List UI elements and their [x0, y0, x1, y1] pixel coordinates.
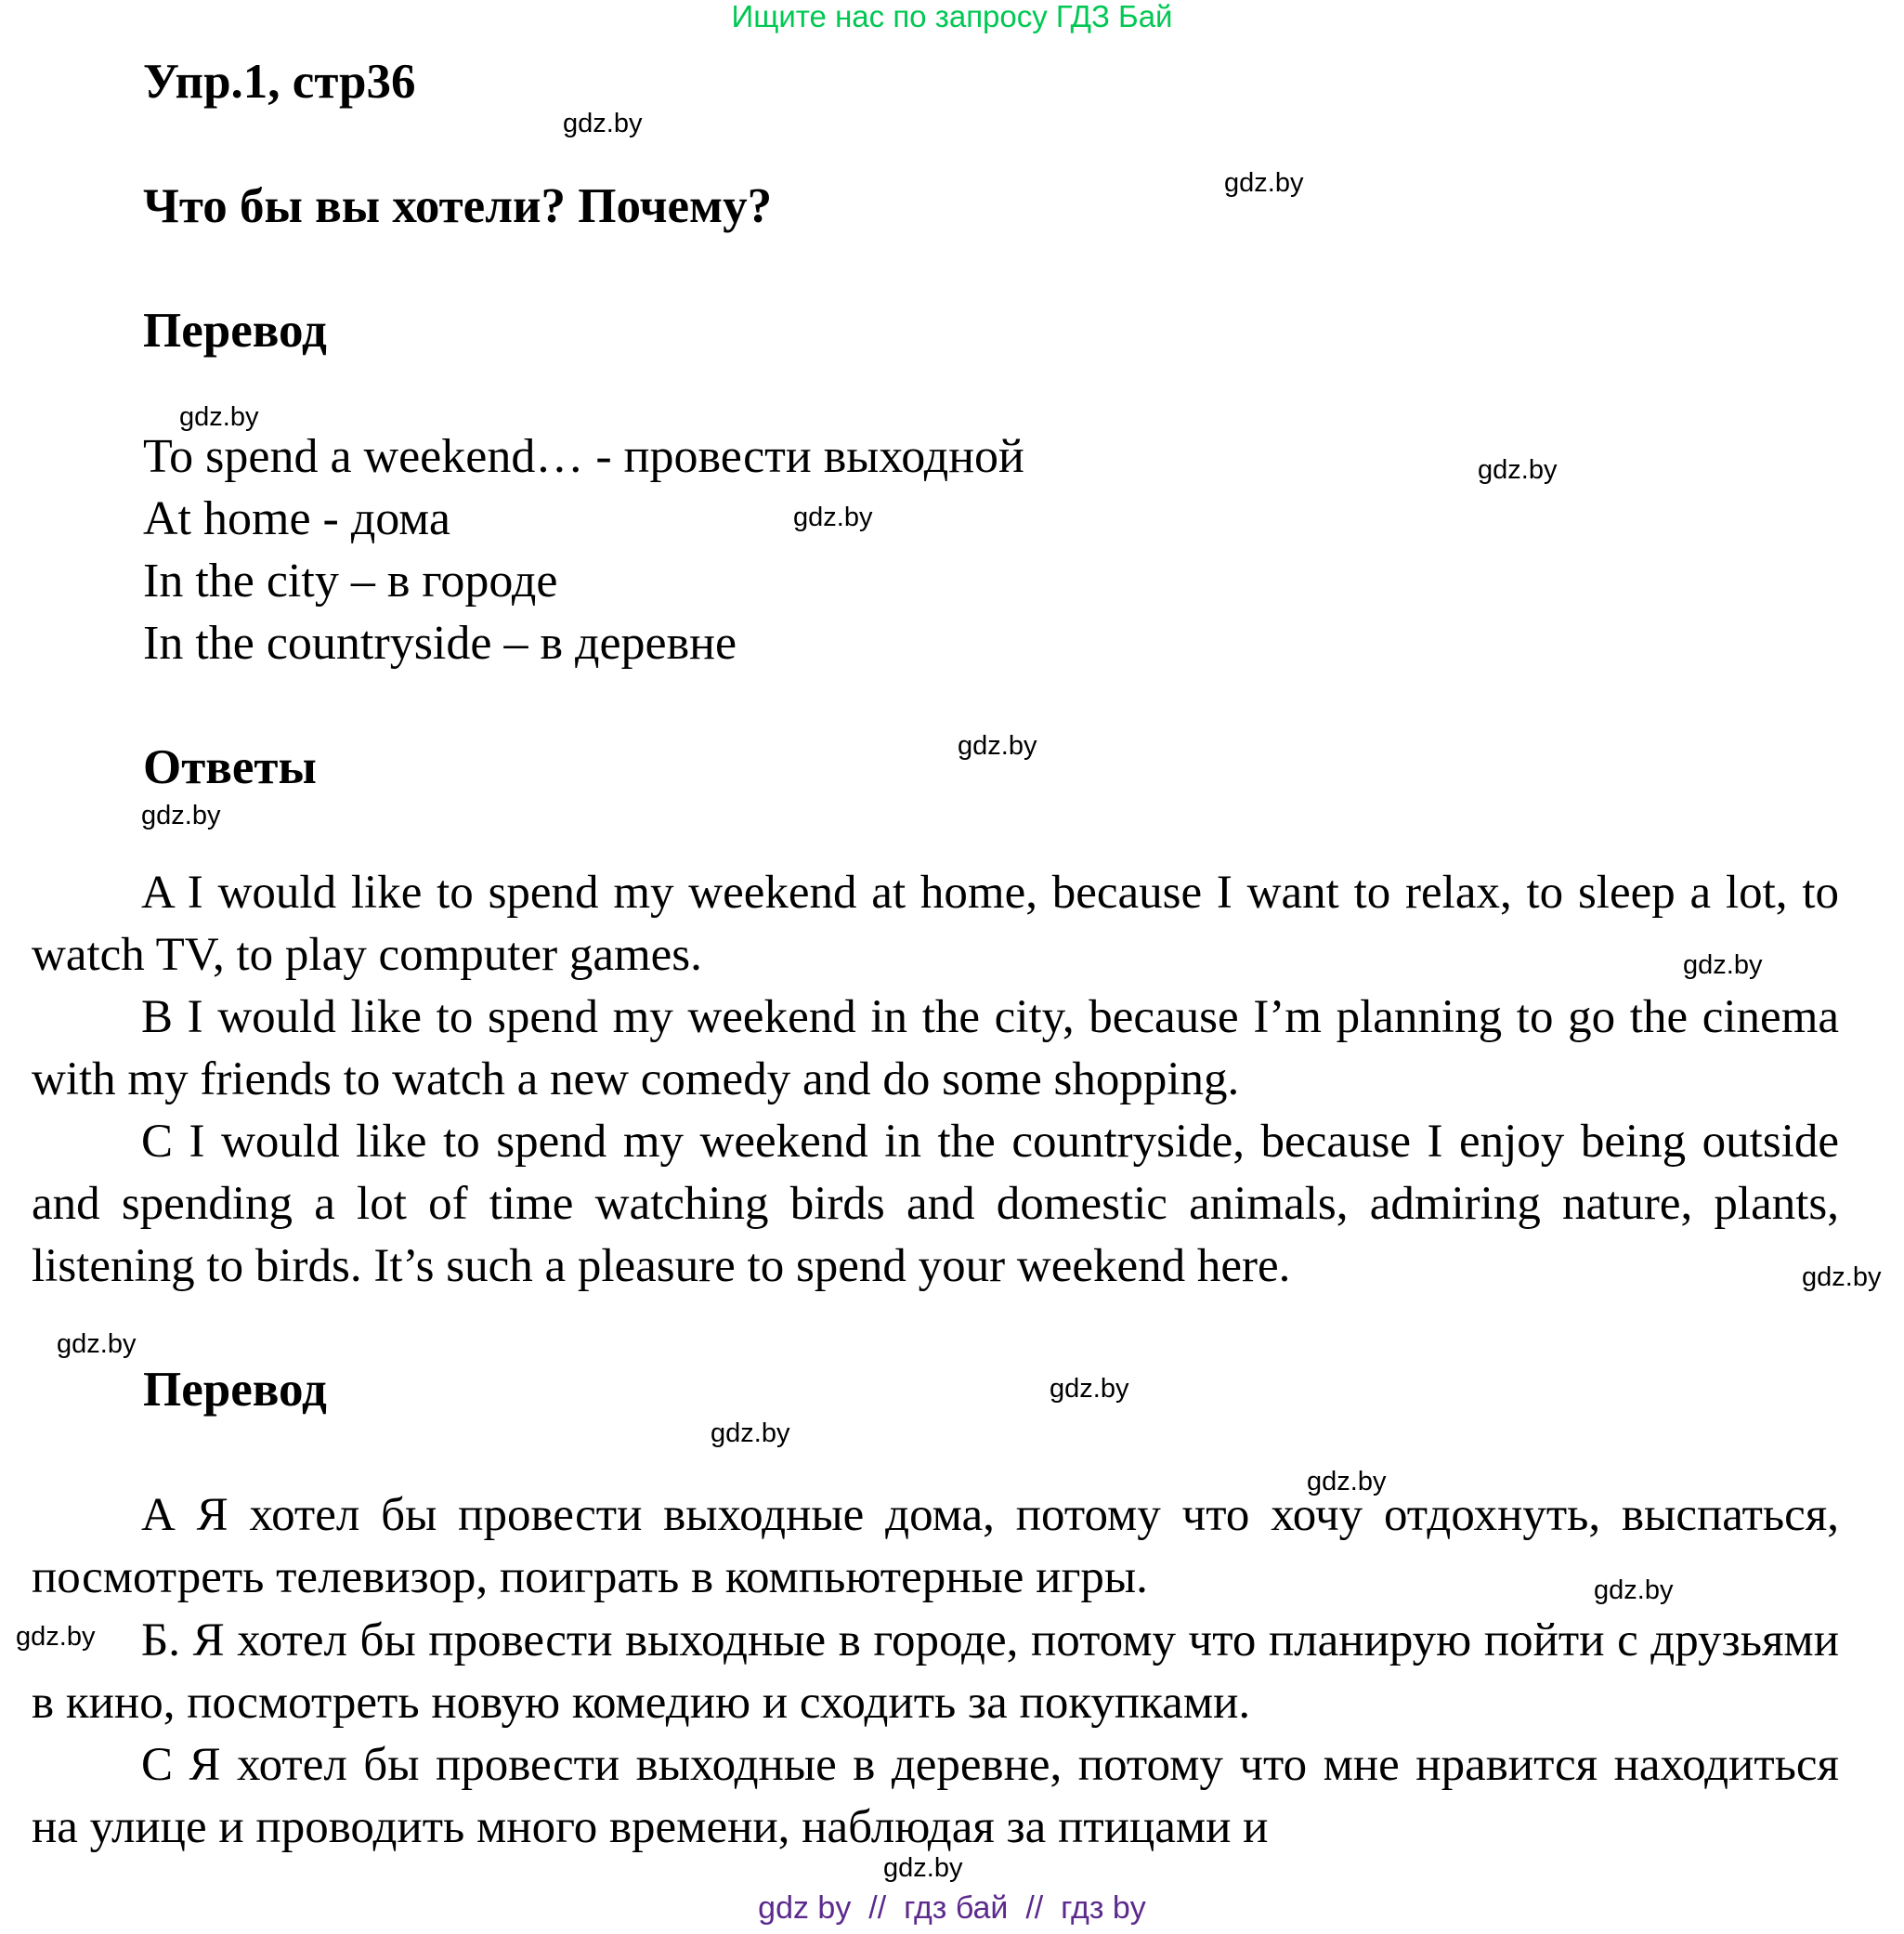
watermark: gdz.by	[1478, 455, 1558, 485]
answer-en-b: B I would like to spend my weekend in the city, because I’m planning to go the cinema with my friends to watch a new comedy and do some shopping.	[32, 991, 1839, 1105]
watermark: gdz.by	[563, 109, 643, 138]
translation-heading-1: Перевод	[143, 304, 327, 358]
footer-separator: //	[868, 1890, 887, 1926]
vocab-line: At home - дома	[143, 492, 450, 545]
answer-ru-c: С Я хотел бы провести выходные в деревне, потому что мне нравится находиться на улице и проводить много времени, наблюдая за птицами и	[32, 1739, 1839, 1853]
vocab-line: To spend a weekend… - провести выходной	[143, 430, 1024, 483]
footer-link-gdz-by[interactable]: gdz by	[758, 1890, 852, 1926]
vocab-line: In the city – в городе	[143, 555, 558, 608]
exercise-title: Упр.1, стр36	[143, 55, 416, 109]
translation-heading-2: Перевод	[143, 1363, 327, 1417]
question-heading: Что бы вы хотели? Почему?	[143, 179, 773, 233]
watermark: gdz.by	[958, 731, 1037, 761]
top-banner: Ищите нас по запросу ГДЗ Бай	[731, 0, 1173, 33]
answer-ru-a: А Я хотел бы провести выходные дома, потому что хочу отдохнуть, выспаться, посмотреть телевизор, поиграть в компьютерные игры.	[32, 1489, 1839, 1603]
watermark: gdz.by	[1683, 950, 1763, 980]
footer-link-gdz-by-ru[interactable]: гдз by	[1061, 1890, 1146, 1926]
watermark: gdz.by	[141, 801, 221, 830]
watermark: gdz.by	[711, 1418, 790, 1448]
watermark: gdz.by	[57, 1329, 137, 1359]
watermark: gdz.by	[16, 1622, 96, 1652]
watermark: gdz.by	[883, 1853, 963, 1883]
watermark: gdz.by	[1224, 168, 1304, 198]
watermark: gdz.by	[1802, 1262, 1882, 1292]
watermark: gdz.by	[179, 402, 259, 432]
watermark: gdz.by	[1050, 1374, 1129, 1404]
bottom-footer	[0, 1889, 1904, 1927]
answer-en-a: A I would like to spend my weekend at home, because I want to relax, to sleep a lot, to watch TV, to play computer games.	[32, 867, 1839, 981]
watermark: gdz.by	[1594, 1575, 1674, 1605]
answer-ru-b: Б. Я хотел бы провести выходные в городе, потому что планирую пойти с друзьями в кино, посмотреть новую комедию и сходить за покупками.	[32, 1614, 1839, 1729]
watermark: gdz.by	[1307, 1467, 1387, 1496]
answers-heading: Ответы	[143, 740, 317, 794]
footer-separator: //	[1025, 1890, 1044, 1926]
vocab-line: In the countryside – в деревне	[143, 617, 737, 670]
answer-en-c: C I would like to spend my weekend in the countryside, because I enjoy being outside and spending a lot of time watching birds and domestic animals, admiring nature, plants, listening to birds. It’s such a pleasure to spend your weekend here.	[32, 1116, 1839, 1292]
footer-link-gdz-bay[interactable]: гдз бай	[904, 1890, 1009, 1926]
watermark: gdz.by	[793, 503, 873, 532]
